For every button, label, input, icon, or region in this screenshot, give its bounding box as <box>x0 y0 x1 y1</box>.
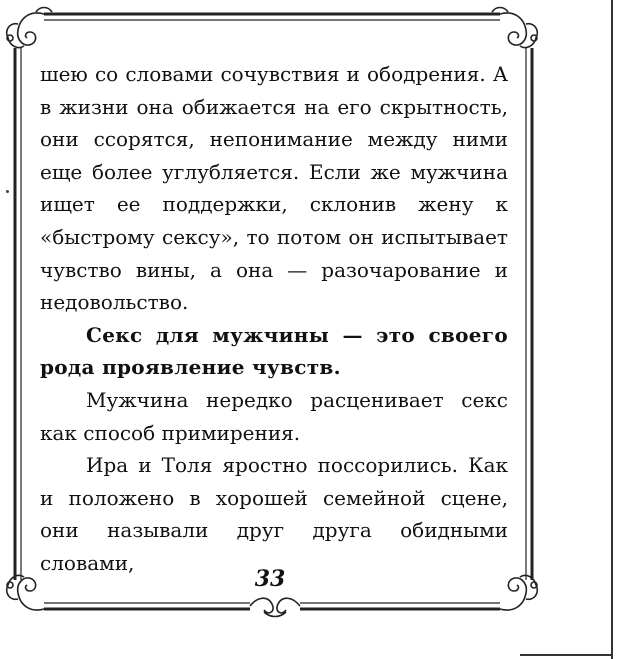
paragraph: Мужчина нередко расценивает секс как способ примирения. <box>40 387 508 445</box>
paragraph: шею со словами сочувствия и ободрения. А в жизни она обижается на его скрытность, они ссорятся, непонимание между ними еще более углубляется. Если же мужчина ищет ее поддержки, склонив жену к «быстрому сексу», то потом он испытывает чувство вины, а она — разочарование и недовольство. <box>40 62 508 315</box>
page-edge-rule <box>611 0 613 659</box>
paragraph: Ира и Толя яростно поссорились. Как и положено в хорошей семейной сцене, они называли друг друга обидными словами, <box>40 453 508 575</box>
page-number: 33 <box>254 566 286 592</box>
scan-speck <box>6 190 9 193</box>
body-text <box>40 58 508 580</box>
flourish-icon <box>250 598 300 616</box>
page-edge-rule <box>520 654 612 656</box>
bold-paragraph: Секс для мужчины — это своего рода проявление чувств. <box>40 322 508 380</box>
